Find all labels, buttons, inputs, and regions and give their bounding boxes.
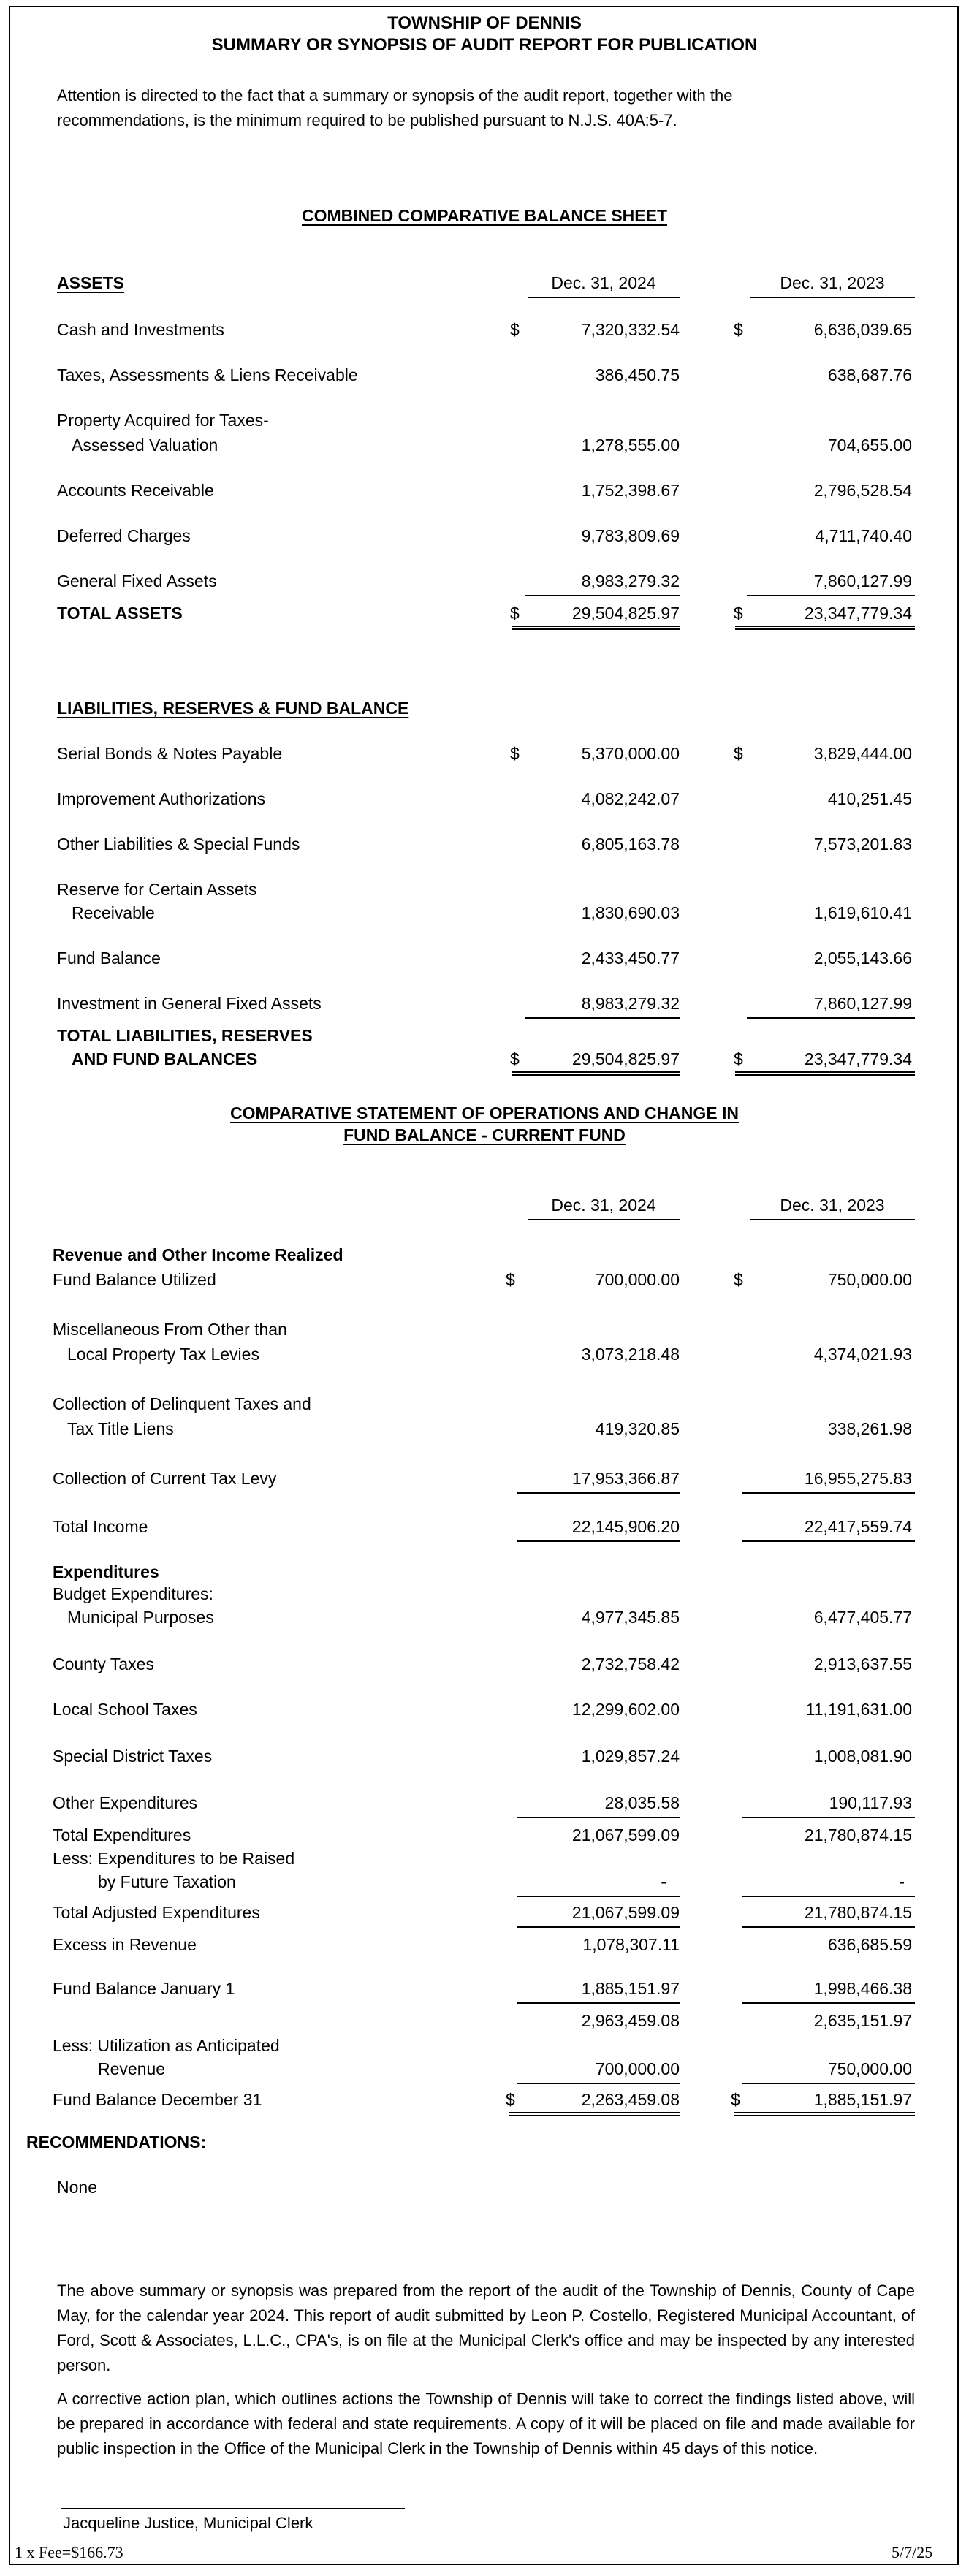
sum-line	[525, 1017, 680, 1019]
currency-symbol: $	[510, 1049, 520, 1068]
value-2024: 8,983,279.32	[581, 994, 680, 1013]
row-label-cont: Revenue	[98, 2059, 166, 2078]
row-label: Taxes, Assessments & Liens Receivable	[57, 365, 358, 384]
row-label: Other Expenditures	[53, 1793, 198, 1812]
fund-balance-dec-2023: 1,885,151.97	[813, 2090, 912, 2109]
sum-line	[747, 1017, 915, 1019]
operations-title-cont: FUND BALANCE - CURRENT FUND	[343, 1125, 626, 1144]
value-2024: 4,082,242.07	[581, 789, 680, 808]
row-label: Collection of Current Tax Levy	[53, 1469, 277, 1488]
value-2023: 2,055,143.66	[813, 949, 912, 968]
row-label: Property Acquired for Taxes-	[57, 411, 269, 430]
value-2024: 28,035.58	[604, 1793, 680, 1812]
currency-symbol: $	[510, 320, 520, 339]
subtotal-2023: 2,635,151.97	[813, 2011, 912, 2030]
value-2024: 12,299,602.00	[571, 1700, 680, 1719]
sum-line	[517, 2083, 680, 2084]
value-2024: 21,067,599.09	[571, 1903, 680, 1922]
value-2023: 16,955,275.83	[804, 1469, 912, 1488]
double-underline	[735, 626, 915, 630]
value-2024: 9,783,809.69	[581, 526, 680, 545]
value-2024: 5,370,000.00	[581, 744, 680, 763]
value-2024: 7,320,332.54	[581, 320, 680, 339]
value-2024: 1,830,690.03	[581, 903, 680, 922]
total-assets-2023: 23,347,779.34	[804, 604, 912, 623]
value-2023: 7,573,201.83	[813, 835, 912, 854]
sum-line	[517, 1817, 680, 1818]
value-2024: -	[661, 1872, 666, 1891]
balance-sheet-title: COMBINED COMPARATIVE BALANCE SHEET	[301, 206, 668, 225]
value-2024: 1,078,307.11	[582, 1935, 680, 1954]
intro-paragraph: Attention is directed to the fact that a summary or synopsis of the audit report, together with the recommendations, is the minimum required to be published pursuant to N.J.S. 40A:5-7.	[57, 86, 733, 129]
value-2023: 410,251.45	[827, 789, 912, 808]
value-2023: 1,998,466.38	[813, 1979, 912, 1998]
currency-symbol: $	[731, 2090, 740, 2109]
value-2023: 2,796,528.54	[813, 481, 912, 500]
total-assets-label: TOTAL ASSETS	[57, 604, 183, 623]
row-label: Total Expenditures	[53, 1825, 191, 1844]
assets-heading: ASSETS	[57, 273, 125, 292]
row-label: Excess in Revenue	[53, 1935, 197, 1954]
sum-line	[525, 595, 680, 596]
row-label: County Taxes	[53, 1654, 154, 1673]
row-label-cont: Assessed Valuation	[72, 436, 218, 455]
value-2023: 1,619,610.41	[813, 903, 912, 922]
sum-line	[747, 595, 915, 596]
col-underline	[750, 1219, 915, 1220]
row-label: Improvement Authorizations	[57, 789, 266, 808]
double-underline	[512, 626, 680, 630]
row-label: Fund Balance December 31	[53, 2090, 262, 2109]
total-liabilities-label: TOTAL LIABILITIES, RESERVES	[57, 1026, 313, 1045]
value-2023: 11,191,631.00	[805, 1700, 912, 1719]
row-label: Total Adjusted Expenditures	[53, 1903, 260, 1922]
closing-paragraph-1: The above summary or synopsis was prepared from the report of the audit of the Township of Dennis, County of Cape May, for the calendar year 2024. This report of audit submitted by Leon P. Costello, Registered Municipal Accountant, of Ford, Scott & Associates, L.L.C., CPA's, is on file at the Municipal Clerk's office and may be inspected by any interested person.	[57, 2281, 915, 2374]
row-label: Investment in General Fixed Assets	[57, 994, 322, 1013]
col-underline	[528, 297, 680, 298]
recommendations-text: None	[57, 2178, 97, 2197]
sum-line	[742, 1926, 915, 1928]
total-liabilities-2023: 23,347,779.34	[804, 1049, 912, 1068]
currency-symbol: $	[506, 2090, 515, 2109]
sum-line	[742, 2083, 915, 2084]
value-2023: 2,913,637.55	[813, 1654, 912, 1673]
row-label: Special District Taxes	[53, 1747, 213, 1766]
value-2023: 750,000.00	[827, 1270, 912, 1289]
row-label: Fund Balance	[57, 949, 161, 968]
value-2024: 6,805,163.78	[581, 835, 680, 854]
value-2023: 4,711,740.40	[815, 526, 912, 545]
currency-symbol: $	[734, 1270, 743, 1289]
row-label: Deferred Charges	[57, 526, 191, 545]
sum-line	[517, 1540, 680, 1542]
recommendations-heading: RECOMMENDATIONS:	[26, 2132, 207, 2151]
col-header-2023: Dec. 31, 2023	[780, 273, 885, 292]
value-2024: 8,983,279.32	[581, 571, 680, 590]
fee-note: 1 x Fee=$166.73	[15, 2543, 123, 2561]
row-label: Fund Balance January 1	[53, 1979, 235, 1998]
value-2024: 2,433,450.77	[581, 949, 680, 968]
value-2024: 3,073,218.48	[581, 1345, 680, 1364]
sum-line	[517, 2002, 680, 2004]
double-underline	[512, 1071, 680, 1076]
sum-line	[742, 2002, 915, 2004]
value-2023: 22,417,559.74	[804, 1517, 912, 1536]
row-label: Municipal Purposes	[67, 1608, 214, 1627]
currency-symbol: $	[510, 744, 520, 763]
value-2023: 3,829,444.00	[813, 744, 912, 763]
row-label: Less: Expenditures to be Raised	[53, 1849, 295, 1868]
sum-line	[742, 1896, 915, 1897]
row-label-cont: Tax Title Liens	[67, 1419, 174, 1438]
col-header-2024: Dec. 31, 2024	[551, 273, 656, 292]
value-2023: 638,687.76	[827, 365, 912, 384]
row-label: Miscellaneous From Other than	[53, 1320, 287, 1339]
value-2024: 1,752,398.67	[581, 481, 680, 500]
row-label-cont: Receivable	[72, 903, 155, 922]
value-2023: -	[899, 1872, 905, 1891]
revenue-heading: Revenue and Other Income Realized	[53, 1245, 343, 1264]
budget-expenditures-label: Budget Expenditures:	[53, 1584, 213, 1603]
value-2024: 22,145,906.20	[571, 1517, 680, 1536]
value-2024: 700,000.00	[595, 1270, 680, 1289]
sum-line	[517, 1896, 680, 1897]
page-subtitle: SUMMARY OR SYNOPSIS OF AUDIT REPORT FOR PUBLICATION	[211, 35, 758, 55]
value-2024: 419,320.85	[595, 1419, 680, 1438]
row-label: Total Income	[53, 1517, 148, 1536]
subtotal-2024: 2,963,459.08	[581, 2011, 680, 2030]
sum-line	[517, 1492, 680, 1494]
currency-symbol: $	[734, 744, 743, 763]
expenditures-heading: Expenditures	[53, 1562, 159, 1581]
sum-line	[742, 1492, 915, 1494]
row-label: Serial Bonds & Notes Payable	[57, 744, 283, 763]
sum-line	[517, 1926, 680, 1928]
value-2023: 4,374,021.93	[813, 1345, 912, 1364]
value-2023: 21,780,874.15	[804, 1825, 912, 1844]
value-2023: 1,008,081.90	[813, 1747, 912, 1766]
row-label: Accounts Receivable	[57, 481, 214, 500]
col-underline	[750, 297, 915, 298]
value-2023: 6,477,405.77	[813, 1608, 912, 1627]
value-2024: 1,278,555.00	[581, 436, 680, 455]
sum-line	[742, 1817, 915, 1818]
total-assets-2024: 29,504,825.97	[571, 604, 680, 623]
publication-date: 5/7/25	[892, 2543, 933, 2561]
currency-symbol: $	[510, 604, 520, 623]
value-2023: 6,636,039.65	[813, 320, 912, 339]
fund-balance-dec-2024: 2,263,459.08	[581, 2090, 680, 2109]
page-title: TOWNSHIP OF DENNIS	[387, 13, 582, 33]
row-label: Cash and Investments	[57, 320, 224, 339]
value-2023: 704,655.00	[827, 436, 912, 455]
value-2023: 190,117.93	[829, 1793, 912, 1812]
value-2024: 17,953,366.87	[571, 1469, 680, 1488]
total-liabilities-label-cont: AND FUND BALANCES	[72, 1049, 258, 1068]
row-label: Local School Taxes	[53, 1700, 197, 1719]
sum-line	[742, 1540, 915, 1542]
value-2024: 700,000.00	[595, 2059, 680, 2078]
row-label: Reserve for Certain Assets	[57, 880, 257, 899]
value-2024: 1,029,857.24	[581, 1747, 680, 1766]
liabilities-heading: LIABILITIES, RESERVES & FUND BALANCE	[57, 699, 409, 718]
col-underline	[528, 1219, 680, 1220]
row-label: Less: Utilization as Anticipated	[53, 2036, 280, 2055]
row-label-cont: Local Property Tax Levies	[67, 1345, 259, 1364]
value-2023: 636,685.59	[827, 1935, 912, 1954]
double-underline	[735, 1071, 915, 1076]
double-underline	[734, 2112, 915, 2116]
value-2024: 2,732,758.42	[581, 1654, 680, 1673]
double-underline	[509, 2112, 680, 2116]
operations-title: COMPARATIVE STATEMENT OF OPERATIONS AND CHANGE IN	[230, 1103, 739, 1122]
row-label: Collection of Delinquent Taxes and	[53, 1394, 311, 1413]
signature-line	[61, 2508, 405, 2509]
col-header-2023: Dec. 31, 2023	[780, 1196, 885, 1215]
clerk-signature-name: Jacqueline Justice, Municipal Clerk	[63, 2514, 314, 2532]
currency-symbol: $	[734, 320, 743, 339]
currency-symbol: $	[506, 1270, 515, 1289]
col-header-2024: Dec. 31, 2024	[551, 1196, 656, 1215]
value-2024: 21,067,599.09	[571, 1825, 680, 1844]
currency-symbol: $	[734, 1049, 743, 1068]
value-2023: 7,860,127.99	[813, 571, 912, 590]
closing-paragraph-2: A corrective action plan, which outlines actions the Township of Dennis will take to correct the findings listed above, will be prepared in accordance with federal and state requirements. A copy of it will be placed on file and made available for public inspection in the Office of the Municipal Clerk in the Township of Dennis within 45 days of this notice.	[57, 2390, 915, 2458]
total-liabilities-2024: 29,504,825.97	[571, 1049, 680, 1068]
value-2023: 21,780,874.15	[804, 1903, 912, 1922]
value-2024: 386,450.75	[595, 365, 680, 384]
value-2023: 7,860,127.99	[813, 994, 912, 1013]
value-2024: 4,977,345.85	[581, 1608, 680, 1627]
value-2023: 338,261.98	[827, 1419, 912, 1438]
value-2023: 750,000.00	[827, 2059, 912, 2078]
currency-symbol: $	[734, 604, 743, 623]
value-2024: 1,885,151.97	[581, 1979, 680, 1998]
row-label: General Fixed Assets	[57, 571, 217, 590]
row-label-cont: by Future Taxation	[98, 1872, 236, 1891]
row-label: Other Liabilities & Special Funds	[57, 835, 300, 854]
row-label: Fund Balance Utilized	[53, 1270, 216, 1289]
